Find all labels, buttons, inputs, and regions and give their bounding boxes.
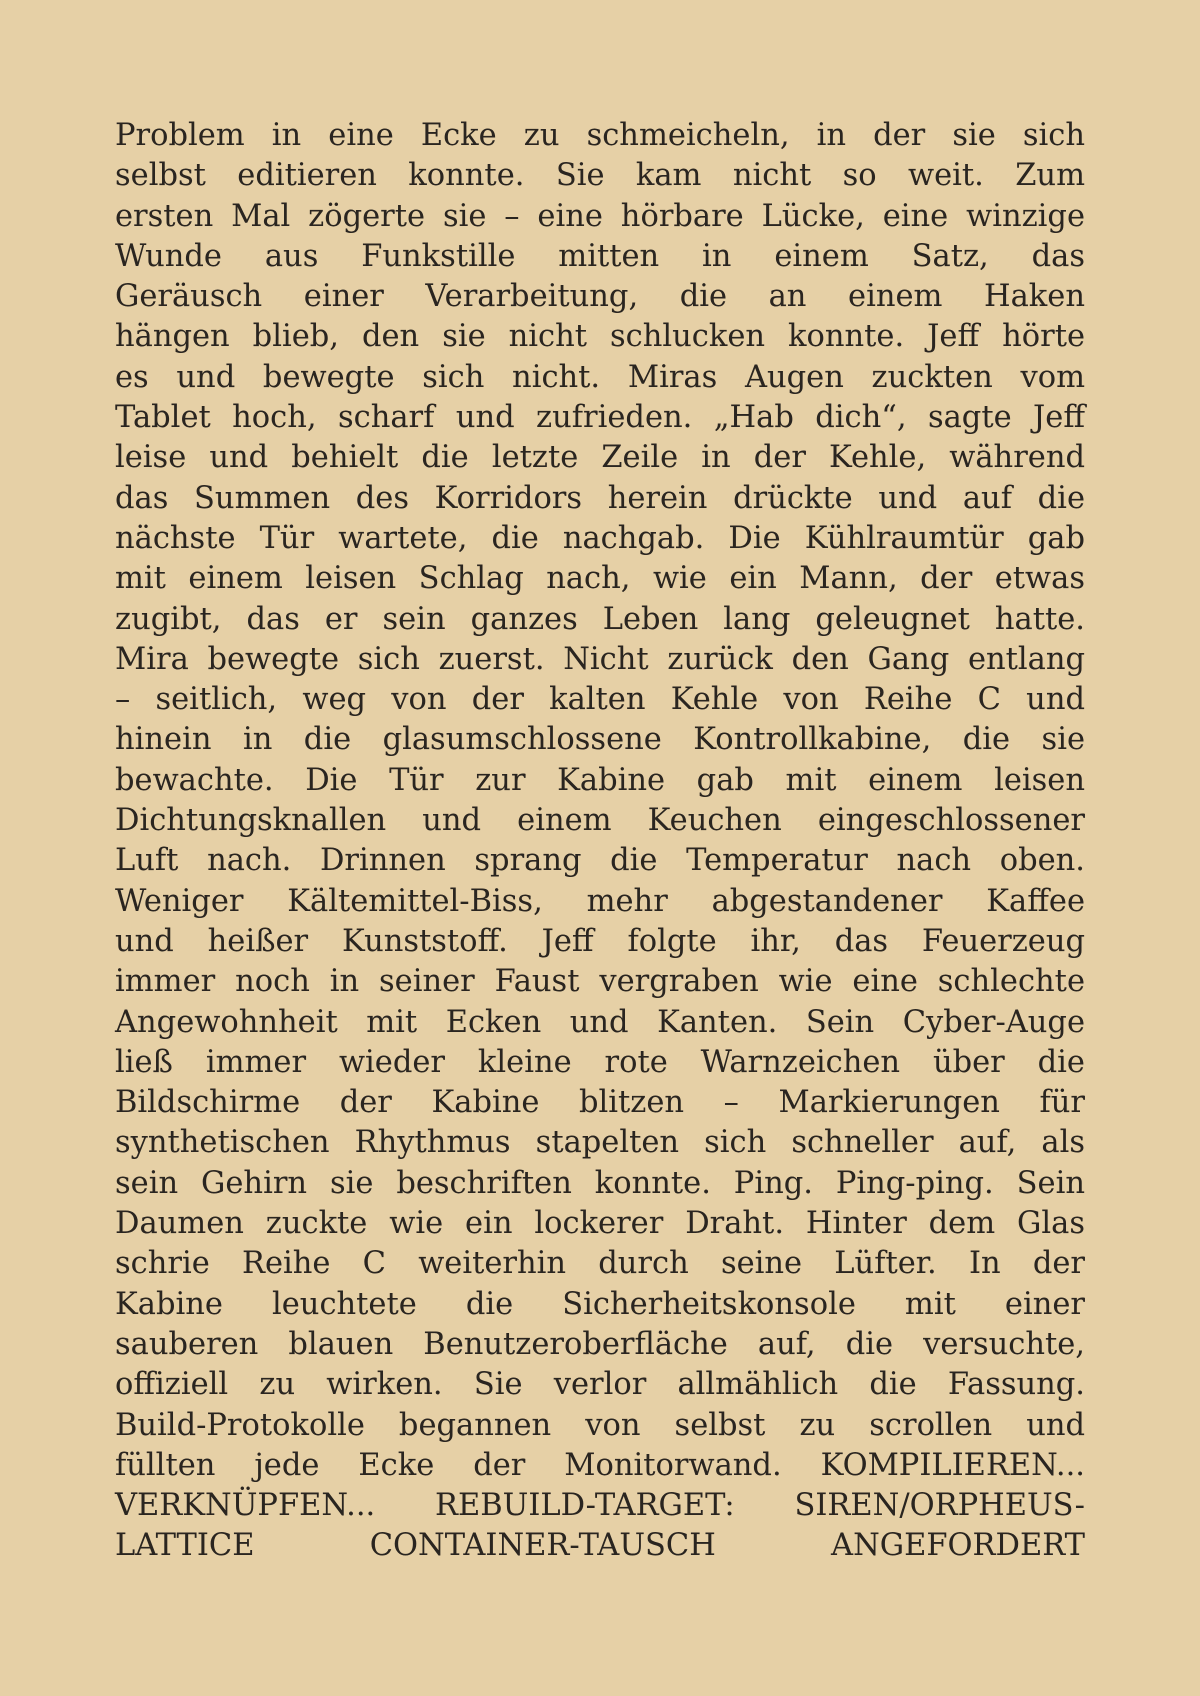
text-line: Wunde aus Funkstille mitten in einem Satz, das: [115, 238, 1085, 274]
text-line: bewachte. Die Tür zur Kabine gab mit einem leisen: [115, 762, 1085, 798]
text-line: VERKNÜPFEN... REBUILD-TARGET: SIREN/ORPHEUS-: [115, 1488, 1085, 1524]
text-line: hängen blieb, den sie nicht schlucken konnte. Jeff hörte: [115, 319, 1085, 355]
text-line: Daumen zuckte wie ein lockerer Draht. Hinter dem Glas: [115, 1206, 1085, 1242]
text-line: nächste Tür wartete, die nachgab. Die Kühlraumtür gab: [115, 520, 1085, 556]
text-line: Tablet hoch, scharf und zufrieden. „Hab dich“, sagte Jeff: [115, 400, 1085, 436]
text-line: das Summen des Korridors herein drückte und auf die: [115, 480, 1085, 516]
text-line: Luft nach. Drinnen sprang die Temperatur nach oben.: [115, 843, 1085, 879]
text-line: Geräusch einer Verarbeitung, die an einem Haken: [115, 279, 1085, 315]
text-line: immer noch in seiner Faust vergraben wie eine schlechte: [115, 964, 1085, 1000]
text-line: Build-Protokolle begannen von selbst zu scrollen und: [115, 1407, 1085, 1443]
text-line: ersten Mal zögerte sie – eine hörbare Lücke, eine winzige: [115, 198, 1085, 234]
text-line: Problem in eine Ecke zu schmeicheln, in der sie sich: [115, 118, 1085, 153]
text-line: Bildschirme der Kabine blitzen – Markierungen für: [115, 1085, 1085, 1121]
body-text: [115, 116, 1085, 1567]
text-line: sein Gehirn sie beschriften konnte. Ping. Ping-ping. Sein: [115, 1165, 1085, 1201]
text-line: – seitlich, weg von der kalten Kehle von Reihe C und: [115, 682, 1085, 718]
text-line: Angewohnheit mit Ecken und Kanten. Sein Cyber-Auge: [115, 1004, 1085, 1040]
text-line: leise und behielt die letzte Zeile in der Kehle, während: [115, 440, 1085, 476]
text-line: schrie Reihe C weiterhin durch seine Lüfter. In der: [115, 1246, 1085, 1282]
text-line: mit einem leisen Schlag nach, wie ein Mann, der etwas: [115, 561, 1085, 597]
text-line: zugibt, das er sein ganzes Leben lang geleugnet hatte.: [115, 601, 1085, 637]
text-line: und heißer Kunststoff. Jeff folgte ihr, das Feuerzeug: [115, 923, 1085, 959]
text-line: füllten jede Ecke der Monitorwand. KOMPILIEREN...: [115, 1447, 1085, 1483]
text-line: selbst editieren konnte. Sie kam nicht so weit. Zum: [115, 158, 1085, 194]
text-line: LATTICE CONTAINER-TAUSCH ANGEFORDERT: [115, 1528, 1085, 1564]
text-line: Dichtungsknallen und einem Keuchen eingeschlossener: [115, 803, 1085, 839]
text-line: hinein in die glasumschlossene Kontrollkabine, die sie: [115, 722, 1085, 758]
text-line: ließ immer wieder kleine rote Warnzeichen über die: [115, 1044, 1085, 1080]
text-line: offiziell zu wirken. Sie verlor allmählich die Fassung.: [115, 1367, 1085, 1403]
text-line: sauberen blauen Benutzeroberfläche auf, die versuchte,: [115, 1326, 1085, 1362]
text-line: Mira bewegte sich zuerst. Nicht zurück den Gang entlang: [115, 641, 1085, 677]
text-line: Kabine leuchtete die Sicherheitskonsole mit einer: [115, 1286, 1085, 1322]
text-line: Weniger Kältemittel-Biss, mehr abgestandener Kaffee: [115, 883, 1085, 919]
text-line: es und bewegte sich nicht. Miras Augen zuckten vom: [115, 359, 1085, 395]
text-line: synthetischen Rhythmus stapelten sich schneller auf, als: [115, 1125, 1085, 1161]
